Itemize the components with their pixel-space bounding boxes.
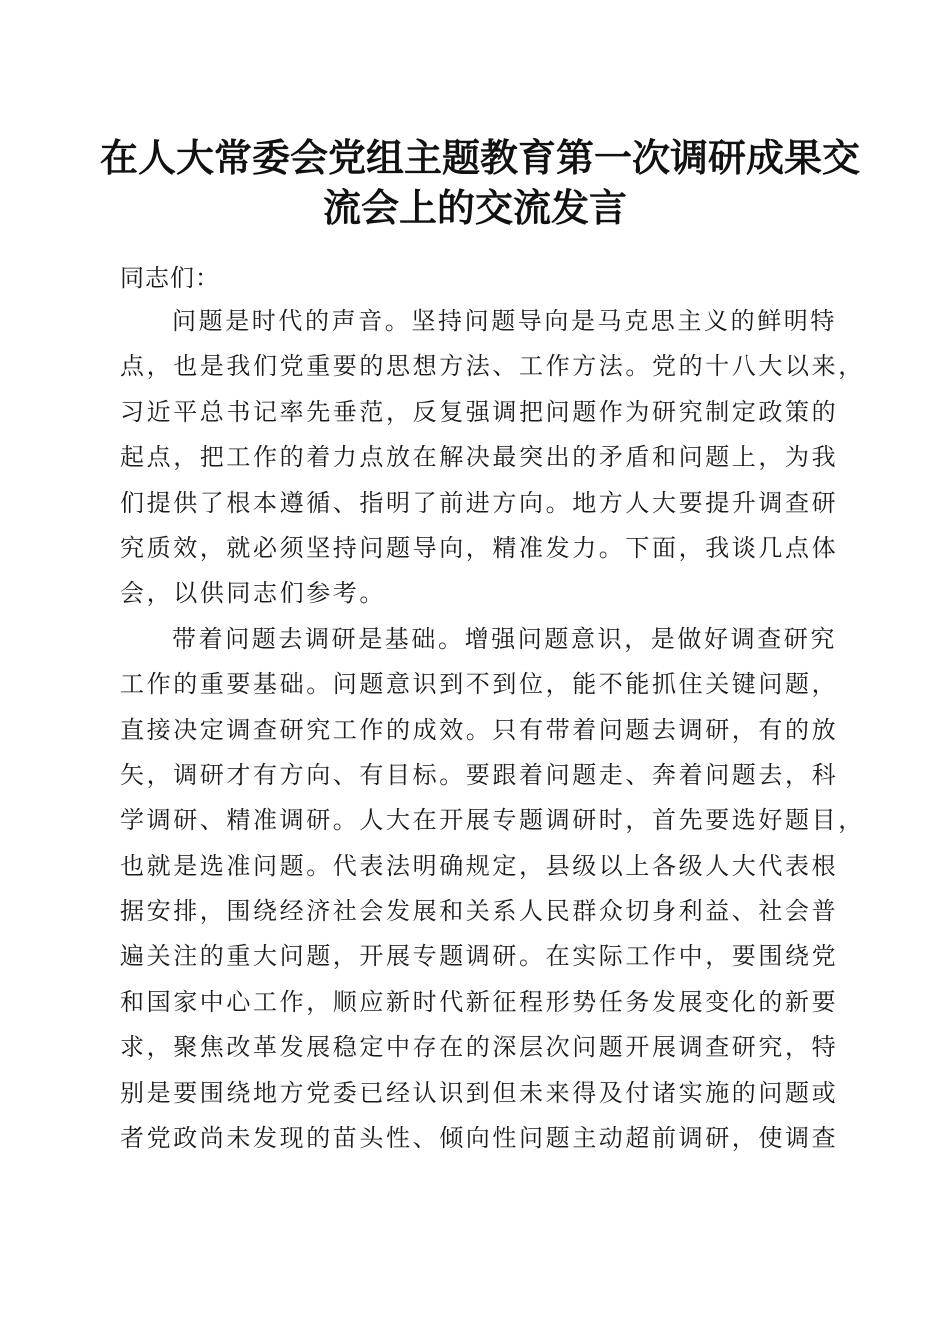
text-line: 矢，调研才有方向、有目标。要跟着问题走、奔着问题去，科 <box>120 760 839 789</box>
text-line: 工作的重要基础。问题意识到不到位，能不能抓住关键问题， <box>120 670 839 699</box>
paragraph-2 <box>120 617 865 1162</box>
text-line: 问题是时代的声音。坚持问题导向是马克思主义的鲜明特 <box>172 307 837 335</box>
paragraph-1 <box>120 299 865 617</box>
title-line: 流会上的交流发言 <box>322 185 627 230</box>
text-line: 起点，把工作的着力点放在解决最突出的矛盾和问题上，为我 <box>120 443 839 472</box>
text-line: 别是要围绕地方党委已经认识到但未来得及付诸实施的问题或 <box>120 1078 839 1107</box>
document-title <box>100 133 861 233</box>
text-line: 求，聚焦改革发展稳定中存在的深层次问题开展调查研究，特 <box>120 1033 839 1062</box>
title-line: 在人大常委会党组主题教育第一次调研成果交 <box>100 135 861 180</box>
text-line: 究质效，就必须坚持问题导向，精准发力。下面，我谈几点体 <box>120 533 839 562</box>
text-line: 者党政尚未发现的苗头性、倾向性问题主动超前调研，使调查 <box>120 1124 839 1153</box>
text-line: 们提供了根本遵循、指明了前进方向。地方人大要提升调查研 <box>120 488 839 517</box>
document-body <box>120 257 865 1161</box>
text-line: 据安排，围绕经济社会发展和关系人民群众切身利益、社会普 <box>120 897 839 926</box>
text-line: 和国家中心工作，顺应新时代新征程形势任务发展变化的新要 <box>120 987 839 1016</box>
text-line: 带着问题去调研是基础。增强问题意识，是做好调查研究 <box>172 624 837 653</box>
text-line: 直接决定调查研究工作的成效。只有带着问题去调研，有的放 <box>120 715 839 744</box>
text-line: 习近平总书记率先垂范，反复强调把问题作为研究制定政策的 <box>120 397 839 426</box>
text-line: 会，以供同志们参考。 <box>120 579 386 608</box>
text-line: 也就是选准问题。代表法明确规定，县级以上各级人大代表根 <box>120 851 839 880</box>
text-line: 点，也是我们党重要的思想方法、工作方法。党的十八大以来， <box>120 352 865 381</box>
text-line: 学调研、精准调研。人大在开展专题调研时，首先要选好题目， <box>120 806 865 835</box>
text-line: 遍关注的重大问题，开展专题调研。在实际工作中，要围绕党 <box>120 942 839 971</box>
salutation: 同志们： <box>120 264 220 292</box>
